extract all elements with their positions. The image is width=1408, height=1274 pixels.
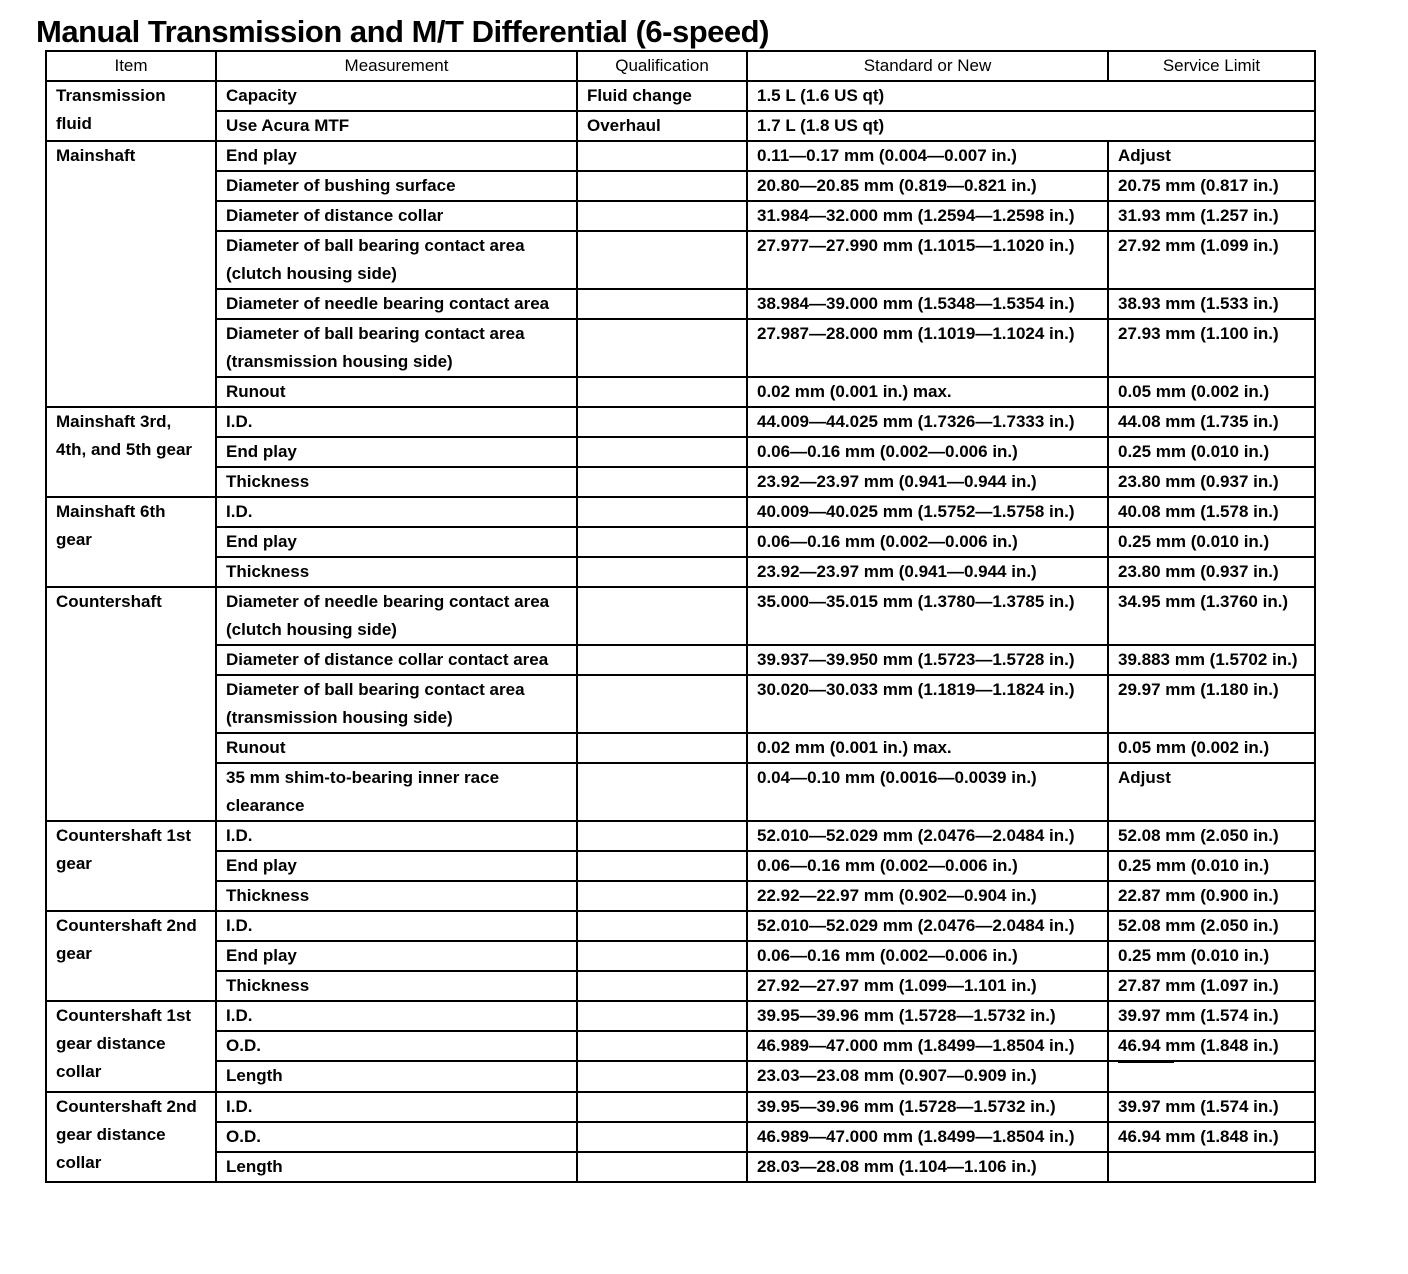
table-row [46,763,1315,821]
qualification-cell [577,289,747,319]
measurement-cell: Thickness [216,971,577,1001]
service-limit-cell [1108,1061,1315,1092]
standard-cell: 0.04—0.10 mm (0.0016—0.0039 in.) [747,763,1108,821]
table-row [46,881,1315,911]
qualification-cell [577,733,747,763]
table-row [46,675,1315,733]
standard-cell: 23.03—23.08 mm (0.907—0.909 in.) [747,1061,1108,1092]
measurement-cell: End play [216,437,577,467]
qualification-cell [577,171,747,201]
measurement-cell: End play [216,527,577,557]
measurement-cell: Runout [216,377,577,407]
standard-cell: 27.987—28.000 mm (1.1019—1.1024 in.) [747,319,1108,377]
qualification-cell [577,407,747,437]
qualification-cell [577,1092,747,1122]
standard-cell: 20.80—20.85 mm (0.819—0.821 in.) [747,171,1108,201]
qualification-cell [577,1122,747,1152]
table-row [46,289,1315,319]
spec-table [45,50,1316,1183]
item-cell: Mainshaft 6th gear [46,497,216,587]
spec-table-body [46,81,1315,1182]
table-row [46,467,1315,497]
service-limit-cell: 40.08 mm (1.578 in.) [1108,497,1315,527]
table-row [46,1001,1315,1031]
item-cell: Countershaft [46,587,216,821]
qualification-cell [577,645,747,675]
standard-cell: 1.5 L (1.6 US qt) [747,81,1315,111]
table-row [46,171,1315,201]
qualification-cell [577,1031,747,1061]
no-limit-dash [1118,1061,1174,1091]
table-row [46,111,1315,141]
header-qualification: Qualification [577,51,747,81]
qualification-cell [577,437,747,467]
measurement-cell: I.D. [216,407,577,437]
measurement-cell: Diameter of needle bearing contact area [216,289,577,319]
standard-cell: 46.989—47.000 mm (1.8499—1.8504 in.) [747,1031,1108,1061]
service-limit-cell: Adjust [1108,141,1315,171]
header-item: Item [46,51,216,81]
service-limit-cell: 27.93 mm (1.100 in.) [1108,319,1315,377]
measurement-cell: 35 mm shim-to-bearing inner race clearance [216,763,577,821]
measurement-cell: Diameter of ball bearing contact area (transmission housing side) [216,675,577,733]
table-row [46,733,1315,763]
table-row [46,1061,1315,1092]
standard-cell: 31.984—32.000 mm (1.2594—1.2598 in.) [747,201,1108,231]
measurement-cell: Use Acura MTF [216,111,577,141]
standard-cell: 0.02 mm (0.001 in.) max. [747,377,1108,407]
standard-cell: 46.989—47.000 mm (1.8499—1.8504 in.) [747,1122,1108,1152]
qualification-cell [577,675,747,733]
table-row [46,941,1315,971]
no-limit-dash [1118,1152,1174,1182]
item-cell: Mainshaft 3rd, 4th, and 5th gear [46,407,216,497]
table-row [46,821,1315,851]
standard-cell: 27.92—27.97 mm (1.099—1.101 in.) [747,971,1108,1001]
service-limit-cell: 38.93 mm (1.533 in.) [1108,289,1315,319]
standard-cell: 30.020—30.033 mm (1.1819—1.1824 in.) [747,675,1108,733]
service-limit-cell: 0.25 mm (0.010 in.) [1108,851,1315,881]
table-row [46,587,1315,645]
qualification-cell [577,497,747,527]
service-limit-cell: 39.97 mm (1.574 in.) [1108,1092,1315,1122]
standard-cell: 22.92—22.97 mm (0.902—0.904 in.) [747,881,1108,911]
qualification-cell: Overhaul [577,111,747,141]
standard-cell: 0.02 mm (0.001 in.) max. [747,733,1108,763]
measurement-cell: I.D. [216,911,577,941]
table-row [46,377,1315,407]
measurement-cell: End play [216,851,577,881]
service-limit-cell: 0.05 mm (0.002 in.) [1108,733,1315,763]
qualification-cell [577,1152,747,1183]
measurement-cell: Diameter of ball bearing contact area (transmission housing side) [216,319,577,377]
header-measurement: Measurement [216,51,577,81]
measurement-cell: Thickness [216,557,577,587]
service-limit-cell: 22.87 mm (0.900 in.) [1108,881,1315,911]
service-limit-cell: 0.05 mm (0.002 in.) [1108,377,1315,407]
service-limit-cell: 39.97 mm (1.574 in.) [1108,1001,1315,1031]
qualification-cell [577,1061,747,1092]
item-cell: Countershaft 2nd gear distance collar [46,1092,216,1183]
measurement-cell: I.D. [216,1001,577,1031]
service-limit-cell: 52.08 mm (2.050 in.) [1108,911,1315,941]
item-cell: Countershaft 1st gear [46,821,216,911]
standard-cell: 0.11—0.17 mm (0.004—0.007 in.) [747,141,1108,171]
measurement-cell: Diameter of distance collar [216,201,577,231]
service-limit-cell: 0.25 mm (0.010 in.) [1108,437,1315,467]
qualification-cell [577,527,747,557]
measurement-cell: Diameter of distance collar contact area [216,645,577,675]
qualification-cell [577,971,747,1001]
table-row [46,497,1315,527]
qualification-cell [577,763,747,821]
measurement-cell: End play [216,141,577,171]
table-row [46,407,1315,437]
service-limit-cell: 23.80 mm (0.937 in.) [1108,557,1315,587]
table-row [46,971,1315,1001]
measurement-cell: Runout [216,733,577,763]
service-limit-cell: 27.92 mm (1.099 in.) [1108,231,1315,289]
standard-cell: 44.009—44.025 mm (1.7326—1.7333 in.) [747,407,1108,437]
service-limit-cell [1108,1152,1315,1183]
service-limit-cell: 46.94 mm (1.848 in.) [1108,1031,1315,1061]
standard-cell: 39.937—39.950 mm (1.5723—1.5728 in.) [747,645,1108,675]
header-row [46,51,1315,81]
standard-cell: 0.06—0.16 mm (0.002—0.006 in.) [747,941,1108,971]
measurement-cell: Thickness [216,881,577,911]
standard-cell: 52.010—52.029 mm (2.0476—2.0484 in.) [747,911,1108,941]
qualification-cell [577,881,747,911]
service-limit-cell: 27.87 mm (1.097 in.) [1108,971,1315,1001]
standard-cell: 35.000—35.015 mm (1.3780—1.3785 in.) [747,587,1108,645]
service-limit-cell: 23.80 mm (0.937 in.) [1108,467,1315,497]
qualification-cell [577,231,747,289]
qualification-cell [577,851,747,881]
standard-cell: 0.06—0.16 mm (0.002—0.006 in.) [747,851,1108,881]
table-row [46,141,1315,171]
item-cell: Mainshaft [46,141,216,407]
table-row [46,557,1315,587]
qualification-cell [577,821,747,851]
qualification-cell: Fluid change [577,81,747,111]
standard-cell: 0.06—0.16 mm (0.002—0.006 in.) [747,437,1108,467]
standard-cell: 23.92—23.97 mm (0.941—0.944 in.) [747,467,1108,497]
service-limit-cell: 39.883 mm (1.5702 in.) [1108,645,1315,675]
service-limit-cell: 46.94 mm (1.848 in.) [1108,1122,1315,1152]
table-row [46,1122,1315,1152]
qualification-cell [577,141,747,171]
measurement-cell: I.D. [216,497,577,527]
qualification-cell [577,201,747,231]
service-limit-cell: 52.08 mm (2.050 in.) [1108,821,1315,851]
standard-cell: 40.009—40.025 mm (1.5752—1.5758 in.) [747,497,1108,527]
service-limit-cell: 34.95 mm (1.3760 in.) [1108,587,1315,645]
service-limit-cell: 20.75 mm (0.817 in.) [1108,171,1315,201]
table-row [46,81,1315,111]
qualification-cell [577,587,747,645]
qualification-cell [577,911,747,941]
table-row [46,319,1315,377]
qualification-cell [577,941,747,971]
measurement-cell: Diameter of needle bearing contact area (clutch housing side) [216,587,577,645]
measurement-cell: Capacity [216,81,577,111]
standard-cell: 0.06—0.16 mm (0.002—0.006 in.) [747,527,1108,557]
header-standard: Standard or New [747,51,1108,81]
table-row [46,527,1315,557]
standard-cell: 39.95—39.96 mm (1.5728—1.5732 in.) [747,1092,1108,1122]
service-limit-cell: 44.08 mm (1.735 in.) [1108,407,1315,437]
table-row [46,437,1315,467]
measurement-cell: I.D. [216,1092,577,1122]
page-title: Manual Transmission and M/T Differential (6-speed) [36,14,769,49]
measurement-cell: Thickness [216,467,577,497]
measurement-cell: Diameter of bushing surface [216,171,577,201]
header-service-limit: Service Limit [1108,51,1315,81]
measurement-cell: O.D. [216,1031,577,1061]
standard-cell: 28.03—28.08 mm (1.104—1.106 in.) [747,1152,1108,1183]
qualification-cell [577,319,747,377]
qualification-cell [577,467,747,497]
table-row [46,1152,1315,1183]
service-limit-cell: 0.25 mm (0.010 in.) [1108,527,1315,557]
service-limit-cell: Adjust [1108,763,1315,821]
table-row [46,645,1315,675]
qualification-cell [577,377,747,407]
qualification-cell [577,1001,747,1031]
table-row [46,231,1315,289]
service-limit-cell: 29.97 mm (1.180 in.) [1108,675,1315,733]
service-limit-cell: 31.93 mm (1.257 in.) [1108,201,1315,231]
table-row [46,201,1315,231]
standard-cell: 38.984—39.000 mm (1.5348—1.5354 in.) [747,289,1108,319]
table-row [46,1092,1315,1122]
measurement-cell: Length [216,1152,577,1183]
measurement-cell: O.D. [216,1122,577,1152]
table-row [46,911,1315,941]
item-cell: Transmission fluid [46,81,216,141]
standard-cell: 39.95—39.96 mm (1.5728—1.5732 in.) [747,1001,1108,1031]
service-limit-cell: 0.25 mm (0.010 in.) [1108,941,1315,971]
measurement-cell: End play [216,941,577,971]
standard-cell: 1.7 L (1.8 US qt) [747,111,1315,141]
qualification-cell [577,557,747,587]
measurement-cell: Length [216,1061,577,1092]
measurement-cell: I.D. [216,821,577,851]
table-row [46,851,1315,881]
standard-cell: 52.010—52.029 mm (2.0476—2.0484 in.) [747,821,1108,851]
item-cell: Countershaft 1st gear distance collar [46,1001,216,1092]
table-row [46,1031,1315,1061]
measurement-cell: Diameter of ball bearing contact area (clutch housing side) [216,231,577,289]
item-cell: Countershaft 2nd gear [46,911,216,1001]
standard-cell: 23.92—23.97 mm (0.941—0.944 in.) [747,557,1108,587]
standard-cell: 27.977—27.990 mm (1.1015—1.1020 in.) [747,231,1108,289]
